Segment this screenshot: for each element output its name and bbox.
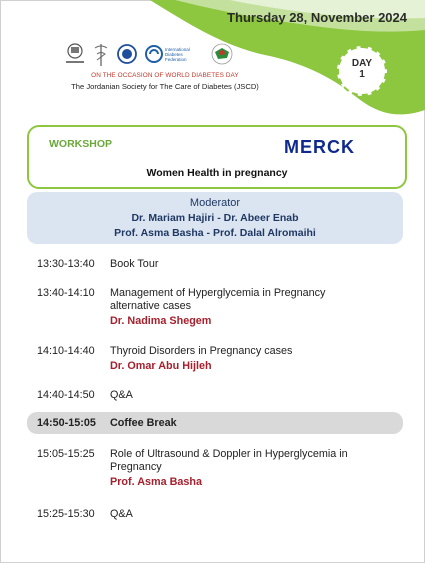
day-label: DAY [351, 58, 373, 69]
svg-text:Diabetes: Diabetes [165, 52, 183, 57]
event-date: Thursday 28, November 2024 [227, 10, 407, 25]
agenda-title: Management of Hyperglycemia in Pregnancy alternative cases [110, 287, 326, 312]
merck-wordmark: MERCK [284, 137, 355, 157]
agenda-time: 13:40-14:10 [37, 287, 95, 299]
agenda-speaker: Dr. Nadima Shegem [110, 315, 212, 327]
merck-logo [284, 137, 384, 157]
agenda-time: 15:05-15:25 [37, 448, 95, 460]
agenda-time: 15:25-15:30 [37, 508, 95, 520]
occasion-text: ON THE OCCASION OF WORLD DIABETES DAY [91, 72, 239, 79]
jscd-logo [116, 42, 138, 68]
agenda-time: 14:10-14:40 [37, 345, 95, 357]
moderator-names-line1: Dr. Mariam Hajiri - Dr. Abeer Enab [131, 212, 299, 224]
day-number: 1 [359, 69, 365, 80]
agenda-title: Q&A [110, 389, 133, 401]
partner-logos [64, 42, 234, 68]
mena-map-logo [210, 42, 234, 68]
agenda-speaker: Prof. Asma Basha [110, 476, 203, 488]
agenda-title: Book Tour [110, 258, 159, 270]
moderator-box [27, 192, 403, 244]
day-badge [337, 46, 387, 96]
agenda-time: 13:30-13:40 [37, 258, 95, 270]
workshop-title: Women Health in pregnancy [146, 167, 288, 179]
caduceus-logo [92, 42, 110, 68]
agenda-time: 14:40-14:50 [37, 389, 95, 401]
society-name: The Jordanian Society for The Care of Diabetes (JSCD) [71, 82, 259, 91]
agenda-title: Thyroid Disorders in Pregnancy cases [110, 345, 293, 357]
svg-text:International: International [165, 47, 190, 52]
agenda-title: Q&A [110, 508, 133, 520]
break-time: 14:50-15:05 [37, 417, 96, 429]
ministry-of-health-logo [64, 42, 86, 68]
coffee-break-row [27, 412, 403, 434]
moderator-names-line2: Prof. Asma Basha - Prof. Dalal Alromaihi [114, 227, 316, 239]
workshop-label: WORKSHOP [49, 138, 112, 150]
svg-text:Federation: Federation [165, 57, 187, 62]
workshop-box [27, 125, 407, 189]
agenda-speaker: Dr. Omar Abu Hijleh [110, 360, 212, 372]
moderator-label: Moderator [189, 197, 241, 209]
agenda-title: Role of Ultrasound & Doppler in Hyperglycemia in Pregnancy [110, 448, 348, 473]
break-title: Coffee Break [110, 417, 177, 429]
idf-logo [144, 42, 204, 68]
